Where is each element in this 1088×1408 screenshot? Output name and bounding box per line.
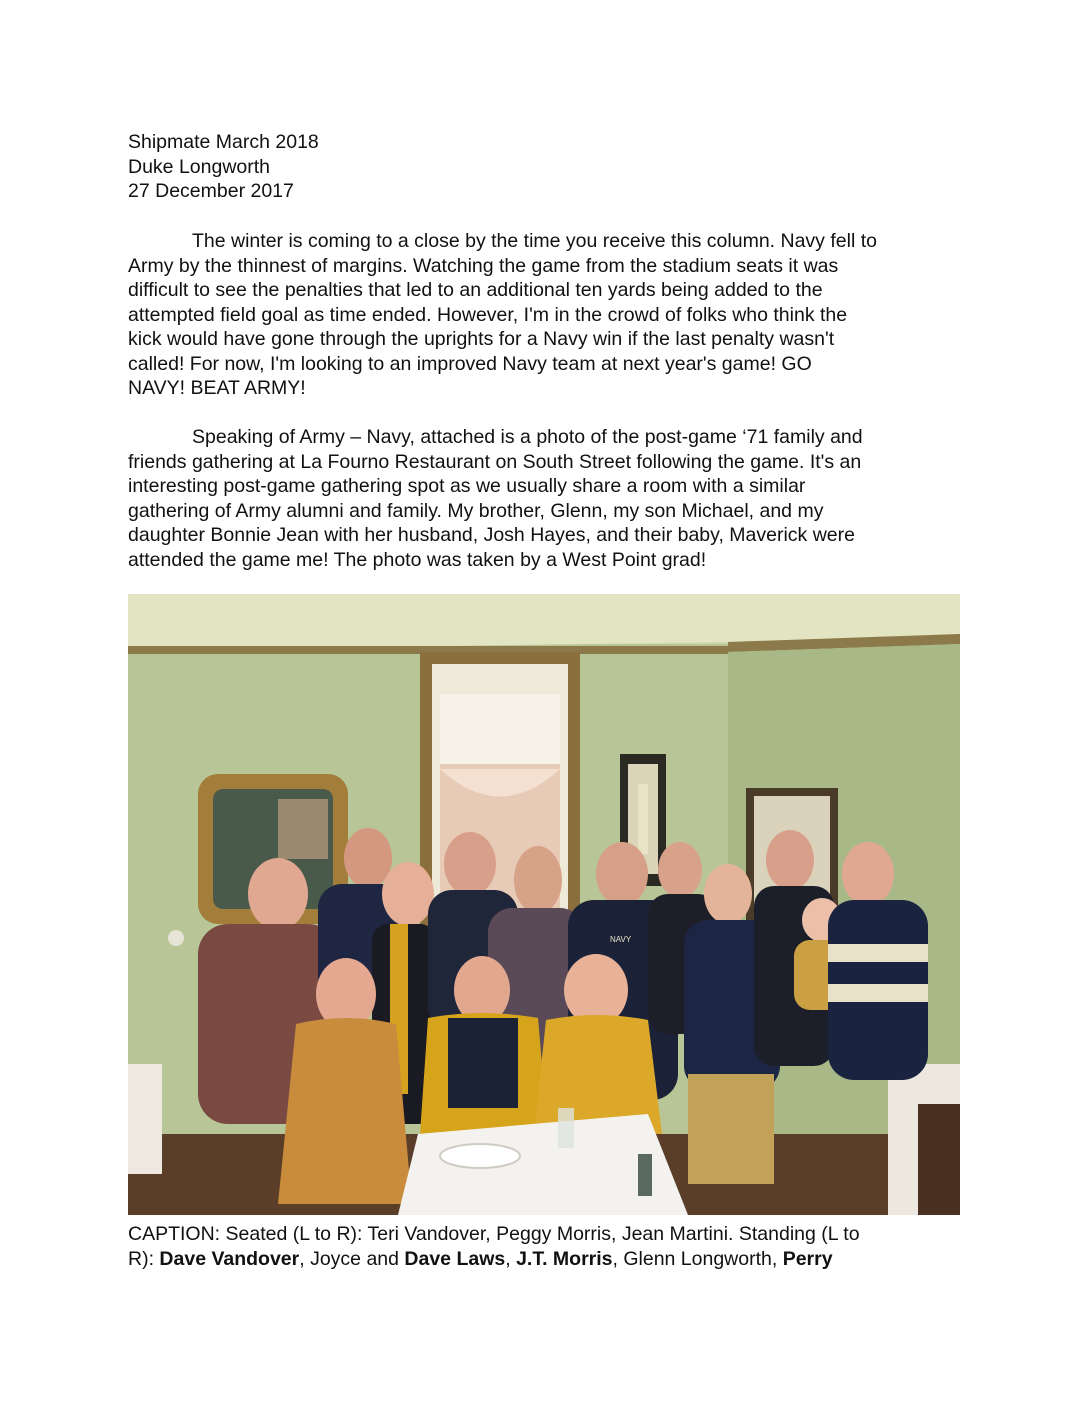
- caption-separator: , Joyce and: [299, 1247, 405, 1270]
- paragraph-line: Speaking of Army – Navy, attached is a photo of the post-game ‘71 family and: [192, 426, 863, 448]
- paragraph-1: [128, 229, 958, 401]
- letter-header: [128, 130, 958, 204]
- date-line: 27 December 2017: [128, 180, 294, 202]
- paragraph-line: kick would have gone through the uprights for a Navy win if the last penalty wasn't: [128, 328, 835, 350]
- caption-name-bold: Dave Vandover: [159, 1247, 300, 1270]
- photo-caption: [128, 1222, 968, 1271]
- paragraph-line: NAVY! BEAT ARMY!: [128, 377, 306, 399]
- caption-name-bold: Dave Laws: [404, 1247, 506, 1270]
- caption-name-bold: Perry: [782, 1247, 833, 1270]
- caption-separator: ,: [505, 1247, 517, 1270]
- paragraph-line: gathering of Army alumni and family. My brother, Glenn, my son Michael, and my: [128, 499, 824, 522]
- jersey-text: NAVY: [610, 935, 632, 944]
- paragraph-line: Army by the thinnest of margins. Watching the game from the stadium seats it was: [128, 254, 839, 277]
- caption-line-2: [128, 1247, 968, 1272]
- paragraph-line: called! For now, I'm looking to an improved Navy team at next year's game! GO: [128, 352, 812, 375]
- paragraph-2: [128, 425, 958, 572]
- caption-name-bold: J.T. Morris: [516, 1247, 613, 1270]
- paragraph-line: attempted field goal as time ended. However, I'm in the crowd of folks who think the: [128, 303, 848, 326]
- author-line: Duke Longworth: [128, 155, 271, 178]
- group-photo: [128, 594, 960, 1215]
- caption-separator: , Glenn Longworth,: [612, 1247, 783, 1270]
- paragraph-line: difficult to see the penalties that led to an additional ten yards being added to the: [128, 279, 823, 301]
- paragraph-line: The winter is coming to a close by the time you receive this column. Navy fell to: [192, 230, 877, 252]
- paragraph-line: friends gathering at La Fourno Restaurant on South Street following the game. It's an: [128, 450, 862, 473]
- publication-line: Shipmate March 2018: [128, 131, 319, 153]
- caption-line-1: CAPTION: Seated (L to R): Teri Vandover, Peggy Morris, Jean Martini. Standing (L to: [128, 1223, 860, 1245]
- paragraph-line: attended the game me! The photo was taken by a West Point grad!: [128, 548, 707, 571]
- paragraph-line: interesting post-game gathering spot as we usually share a room with a similar: [128, 475, 806, 497]
- caption-prefix: R):: [128, 1247, 160, 1270]
- paragraph-line: daughter Bonnie Jean with her husband, Josh Hayes, and their baby, Maverick were: [128, 524, 855, 546]
